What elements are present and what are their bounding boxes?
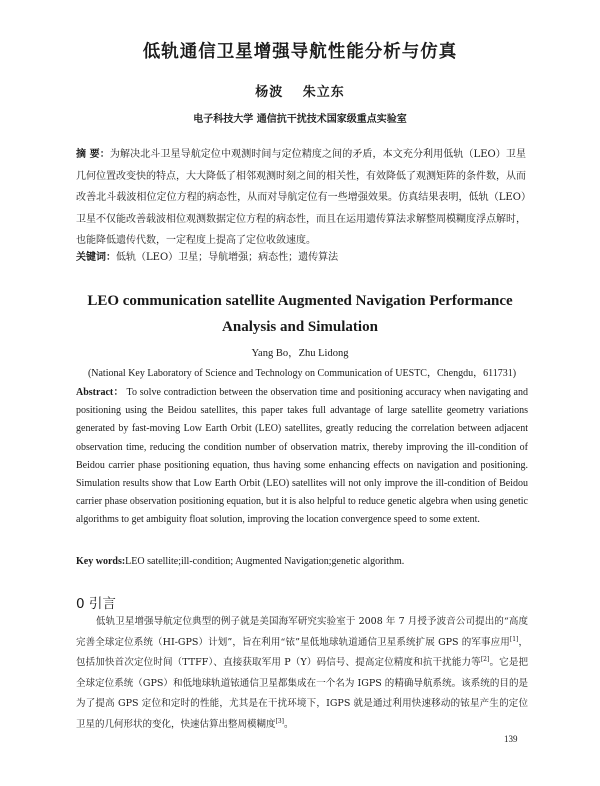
intro-text-part-1: 低轨卫星增强导航定位典型的例子就是美国海军研究实验室于 2008 年 7 月授予波音公司提出的“高度完善全球定位系统（HI-GPS）计划”，旨在利用“铱”星低地球轨道通信卫星系统扩展 GPS 的军事应用 [76,616,528,648]
chinese-title: 低轨通信卫星增强导航性能分析与仿真 [142,42,458,62]
english-keywords-label: Key words: [76,556,126,567]
intro-text-part-3: 。它是把全球定位系统（GPS）和低地球轨道铱通信卫星都集成在一个名为 IGPS 的精确导航系统。该系统的目的是为了提高 GPS 定位和定时的性能，尤其是在干扰环境下，IGPS 就是通过利用快速移动的铱星产生的定位卫星的几何形状的变化，快速估算出整周模糊度 [76,657,528,730]
english-authors: Yang Bo，Zhu Lidong [251,348,349,359]
english-keywords-text: LEO satellite;ill-condition; Augmented Navigation;genetic algorithm. [125,556,405,567]
english-affiliation: (National Key Laboratory of Science and Technology on Communication of UESTC，Chengdu，611731) [87,368,517,379]
chinese-keywords-label: 关键词： [76,252,116,263]
intro-text-part-2: ，包括加快首次定位时间（TTFF）、直接获取军用 P（Y）码信号、提高定位精度和抗干扰能力等 [76,636,528,669]
citation-ref-3: [3] [275,717,285,725]
section-heading-introduction: 0 引言 [76,596,116,612]
citation-ref-1: [1] [509,635,519,643]
chinese-abstract-label: 摘 要： [76,149,110,160]
introduction-paragraph [76,612,528,736]
chinese-abstract [76,144,526,252]
english-keywords [76,556,528,567]
english-abstract [76,384,528,530]
english-title: LEO communication satellite Augmented Navigation Performance Analysis and Simulation [87,293,513,335]
chinese-abstract-text: 为解决北斗卫星导航定位中观测时间与定位精度之间的矛盾，本文充分利用低轨（LEO）卫星几何位置改变快的特点，大大降低了相邻观测时刻之间的相关性，有效降低了观测矩阵的条件数，从而改善北斗载波相位定位方程的病态性，从而对导航定位有一些增强效果。仿真结果表明，低轨（LEO）卫星不仅能改善载波相位观测数据定位方程的病态性，而且在运用遗传算法求解整周模糊度浮点解时，也能降低遗传代数，一定程度上提高了定位收敛速度。 [76,149,526,246]
page-number: 139 [504,734,518,744]
chinese-authors: 杨波 朱立东 [255,85,345,100]
chinese-keywords-text: 低轨（LEO）卫星；导航增强；病态性；遗传算法 [116,252,339,263]
chinese-keywords [76,248,526,263]
citation-ref-2: [2] [480,656,490,664]
english-abstract-text: To solve contradiction between the observation time and positioning accuracy when navigating and positioning using the Beidou satellites, this paper takes full advantage of large satellite geometry variations generated by fast-moving Low Earth Orbit (LEO) satellites, greatly reducing the correlation between adjacent observation time, reducing the condition number of observation matrix, thereby improving the ill-condition of Beidou carrier phase positioning equation, thus having some enhancing effects on navigation and positioning. Simulation results show that Low Earth Orbit (LEO) satellites will not only improve the ill-condition of Beidou carrier phase observation positioning equation, but it is also helpful to reduce genetic algebra when using genetic algorithms to get ambiguity float solution, improving the location convergence speed to some extent. [76,387,528,526]
chinese-affiliation: 电子科技大学 通信抗干扰技术国家级重点实验室 [193,114,407,125]
english-abstract-label: Abstract： [76,387,124,398]
intro-text-part-4: 。 [284,718,294,730]
